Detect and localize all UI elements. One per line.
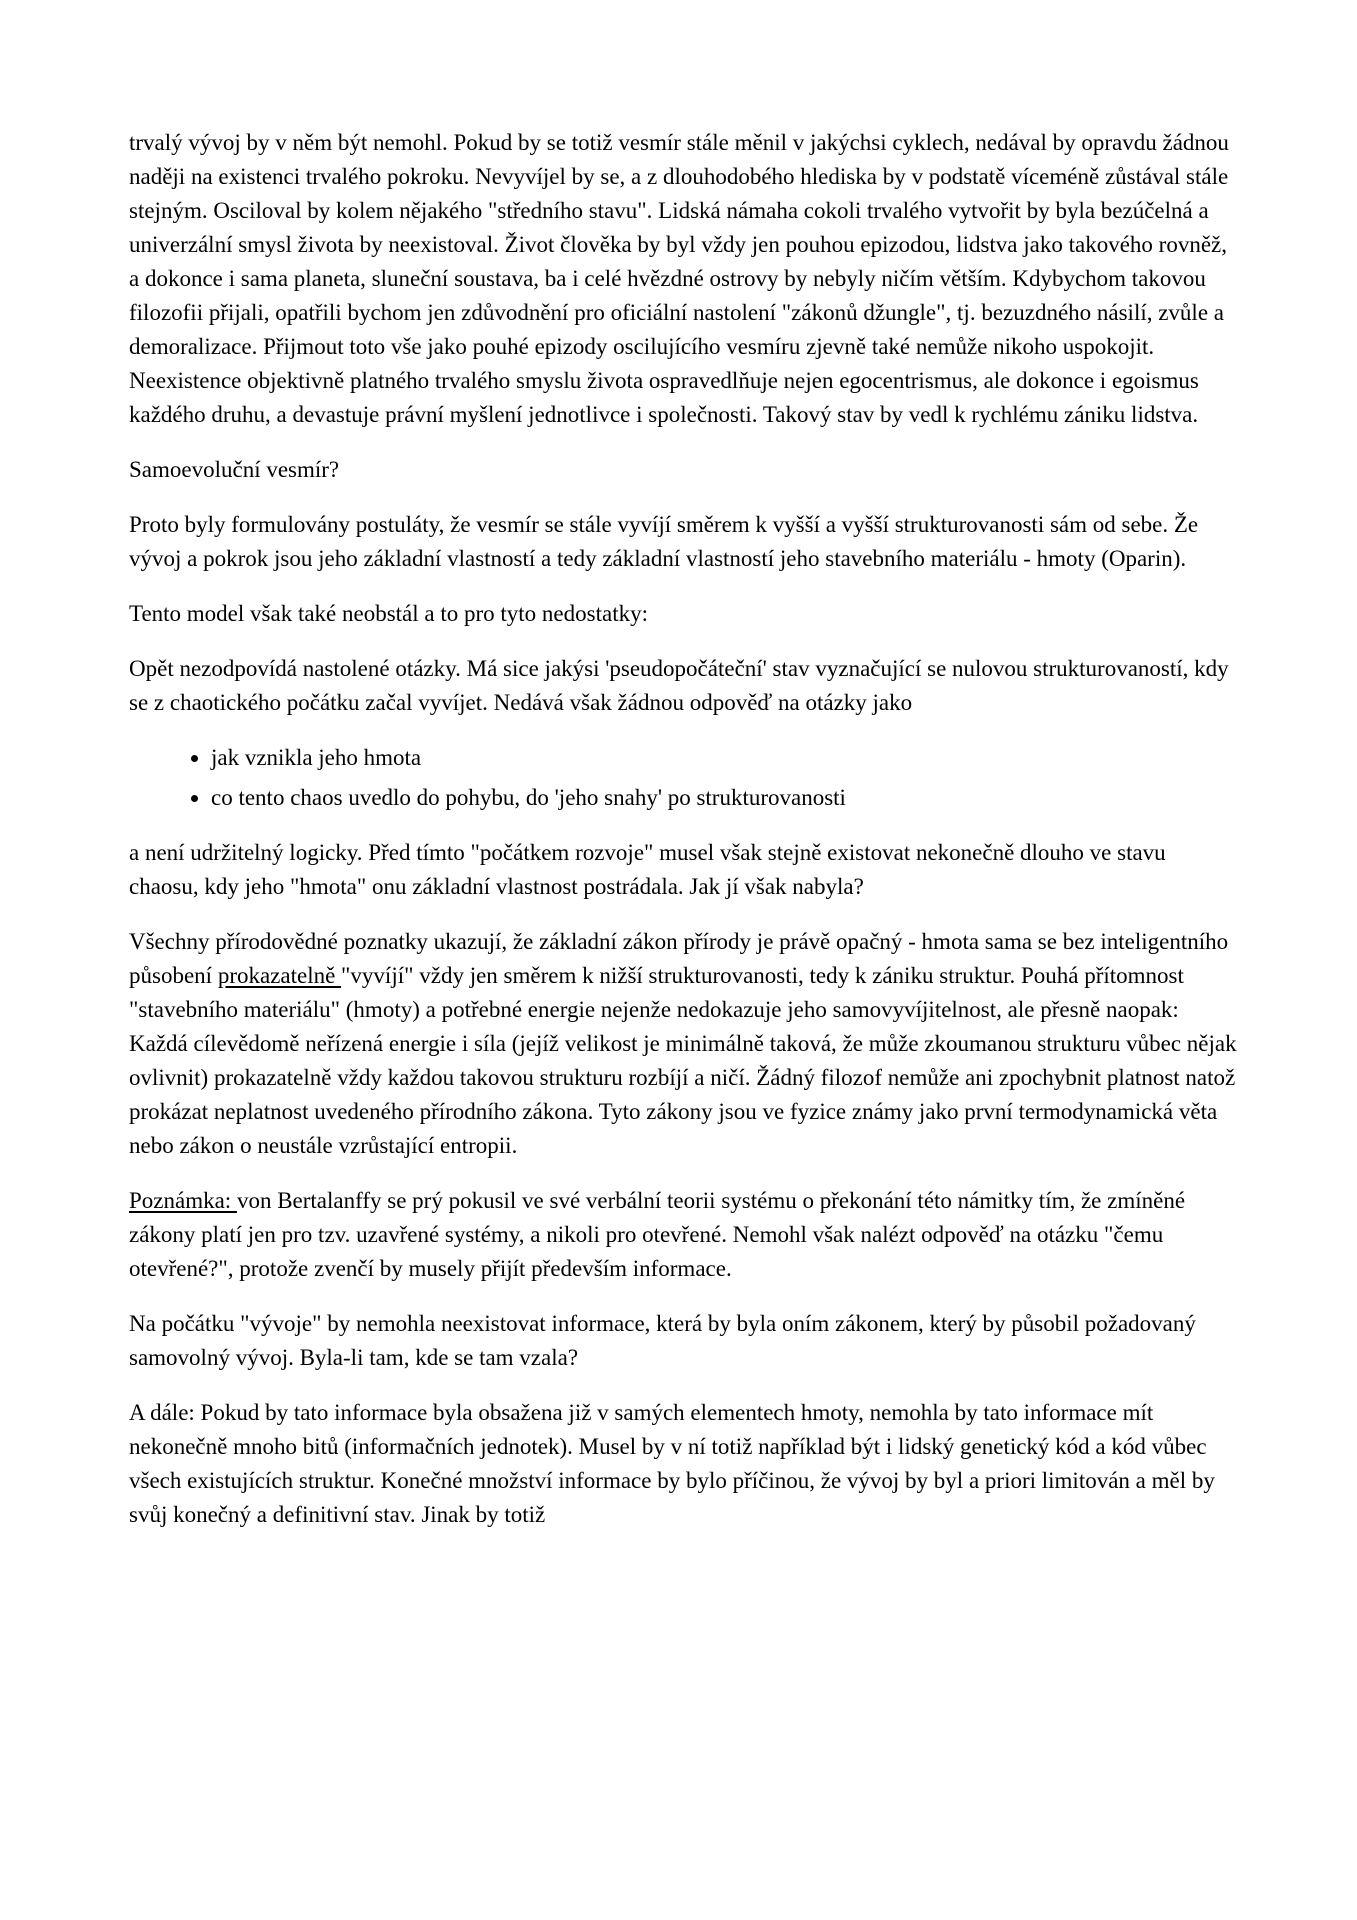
- document-body: [129, 126, 1239, 1532]
- paragraph: [129, 836, 1239, 904]
- text-run: Všechny přírodovědné poznatky ukazují, že základní zákon přírody je právě opačný - hmota sama se bez inteligentního působení: [129, 929, 1229, 988]
- underlined-text: prokazatelně: [217, 963, 342, 988]
- list-item: • jak vznikla jeho hmota: [211, 741, 1239, 775]
- text-run: "vyvíjí" vždy jen směrem k nižší strukturovanosti, tedy k zániku struktur. Pouhá přítomnost "stavebního materiálu" (hmoty) a potřebné energie nejenže nedokazuje jeho samovyvíjitelnost, ale přesně naopak: Každá cílevědomě neřízená energie i síla (jejíž velikost je minimálně taková, že může zkoumanou strukturu vůbec nějak ovlivnit) prokazatelně vždy každou takovou strukturu rozbíjí a ničí. Žádný filozof nemůže ani zpochybnit platnost natož prokázat neplatnost uvedeného přírodního zákona. Tyto zákony jsou ve fyzice známy jako první termodynamická věta nebo zákon o neustále vzrůstající entropii.: [129, 963, 1237, 1158]
- list-item: • co tento chaos uvedlo do pohybu, do 'jeho snahy' po strukturovanosti: [211, 781, 1239, 815]
- paragraph: [129, 652, 1239, 720]
- text-run: Na počátku "vývoje" by nemohla neexistovat informace, která by byla oním zákonem, který by působil požadovaný samovolný vývoj. Byla-li tam, kde se tam vzala?: [129, 1311, 1196, 1370]
- paragraph: [129, 1184, 1239, 1286]
- underlined-text: Poznámka:: [129, 1188, 237, 1213]
- text-run: Proto byly formulovány postuláty, že vesmír se stále vyvíjí směrem k vyšší a vyšší strukturovanosti sám od sebe. Že vývoj a pokrok jsou jeho základní vlastností a tedy základní vlastností jeho stavebního materiálu - hmoty (Oparin).: [129, 512, 1199, 571]
- bullet-list: [129, 741, 1239, 815]
- text-run: von Bertalanffy se prý pokusil ve své verbální teorii systému o překonání této námitky tím, že zmíněné zákony platí jen pro tzv. uzavřené systémy, a nikoli pro otevřené. Nemohl však nalézt odpověď na otázku "čemu otevřené?", protože zvenčí by musely přijít především informace.: [129, 1188, 1186, 1281]
- text-run: Tento model však také neobstál a to pro tyto nedostatky:: [129, 601, 648, 626]
- paragraph: [129, 597, 1239, 631]
- section-heading: [129, 453, 1239, 487]
- text-run: A dále: Pokud by tato informace byla obsažena již v samých elementech hmoty, nemohla by tato informace mít nekonečně mnoho bitů (informačních jednotek). Musel by v ní totiž například být i lidský genetický kód a kód vůbec všech existujících struktur. Konečné množství informace by bylo příčinou, že vývoj by byl a priori limitován a měl by svůj konečný a definitivní stav. Jinak by totiž: [129, 1400, 1215, 1527]
- paragraph: [129, 126, 1239, 432]
- text-run: Samoevoluční vesmír?: [129, 457, 340, 482]
- text-run: trvalý vývoj by v něm být nemohl. Pokud by se totiž vesmír stále měnil v jakýchsi cyklech, nedával by opravdu žádnou naději na existenci trvalého pokroku. Nevyvíjel by se, a z dlouhodobého hlediska by v podstatě víceméně zůstával stále stejným. Osciloval by kolem nějakého "středního stavu". Lidská námaha cokoli trvalého vytvořit by byla bezúčelná a univerzální smysl života by neexistoval. Život člověka by byl vždy jen pouhou epizodou, lidstva jako takového rovněž, a dokonce i sama planeta, sluneční soustava, ba i celé hvězdné ostrovy by nebyly ničím větším. Kdybychom takovou filozofii přijali, opatřili bychom jen zdůvodnění pro oficiální nastolení "zákonů džungle", tj. bezuzdného násilí, zvůle a demoralizace. Přijmout toto vše jako pouhé epizody oscilujícího vesmíru zjevně také nemůže nikoho uspokojit. Neexistence objektivně platného trvalého smyslu života ospravedlňuje nejen egocentrismus, ale dokonce i egoismus každého druhu, a devastuje právní myšlení jednotlivce i společnosti. Takový stav by vedl k rychlému zániku lidstva.: [129, 130, 1229, 427]
- paragraph: [129, 1307, 1239, 1375]
- text-run: Opět nezodpovídá nastolené otázky. Má sice jakýsi 'pseudopočáteční' stav vyznačující se nulovou strukturovaností, kdy se z chaotického počátku začal vyvíjet. Nedává však žádnou odpověď na otázky jako: [129, 656, 1229, 715]
- paragraph: [129, 1396, 1239, 1532]
- text-run: a není udržitelný logicky. Před tímto "počátkem rozvoje" musel však stejně existovat nekonečně dlouho ve stavu chaosu, kdy jeho "hmota" onu základní vlastnost postrádala. Jak jí však nabyla?: [129, 840, 1166, 899]
- paragraph: [129, 508, 1239, 576]
- paragraph: [129, 925, 1239, 1163]
